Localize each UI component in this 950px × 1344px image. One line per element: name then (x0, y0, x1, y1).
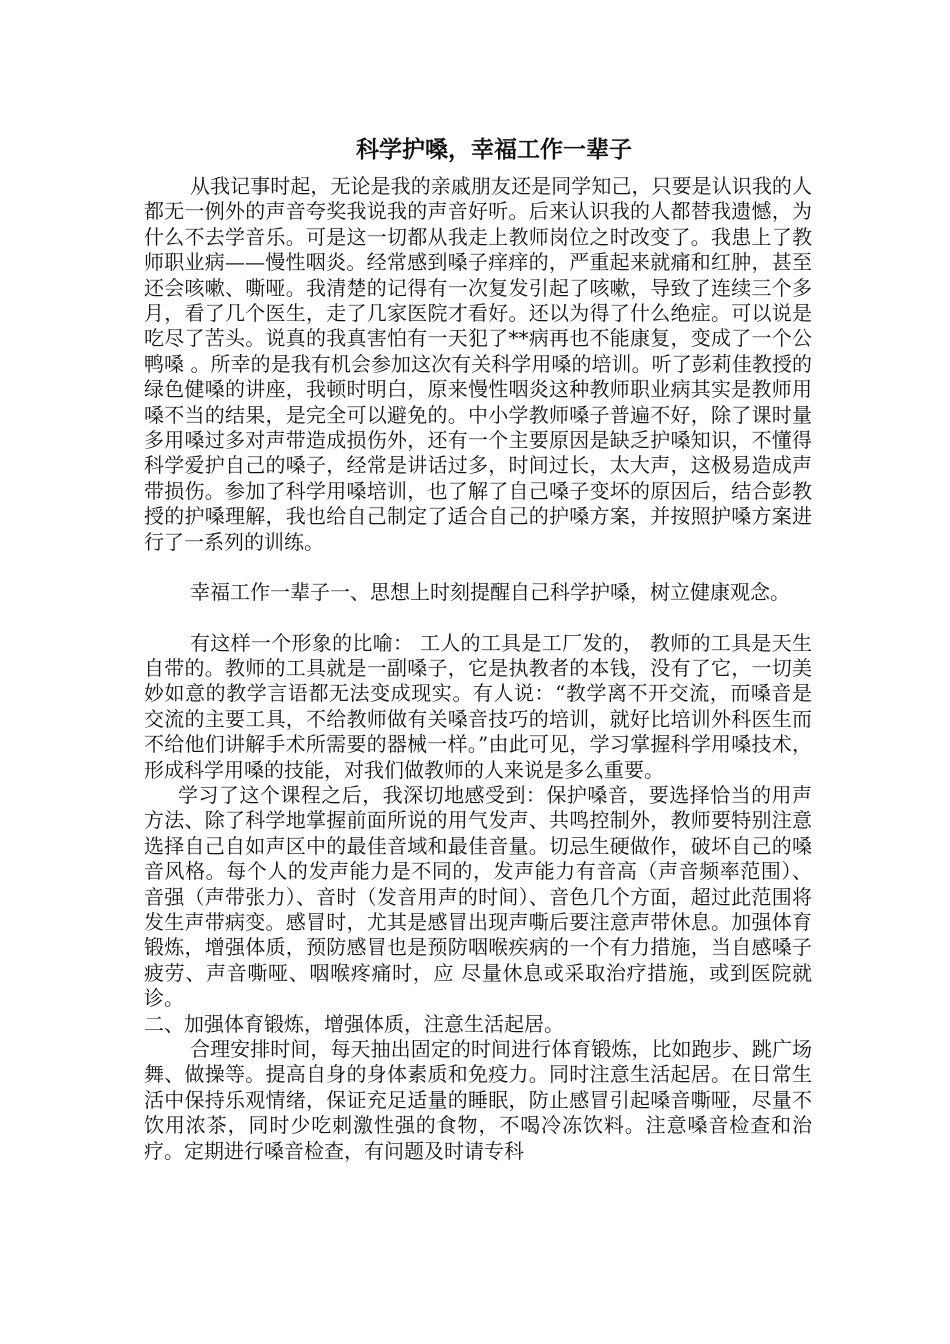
paragraph-section-one-heading: 幸福工作一辈子一、思想上时刻提醒自己科学护嗓，树立健康观念。 (190, 580, 790, 605)
paragraph-intro: 从我记事时起，无论是我的亲戚朋友还是同学知己，只要是认识我的人都无一例外的声音夸奖我说我的声音好听。后来认识我的人都替我遗憾，为什么不去学音乐。可是这一切都从我走上教师岗位之时改变了。我患上了教师职业病——慢性咽炎。经常感到嗓子痒痒的，严重起来就痛和红肿，甚至还会咳嗽、嘶哑。我清楚的记得有一次复发引起了咳嗽，导致了连续三个多月，看了几个医生，走了几家医院才看好。还以为得了什么绝症。可以说是吃尽了苦头。说真的我真害怕有一天犯了**病再也不能康复，变成了一个公鸭嗓 。所幸的是我有机会参加这次有关科学用嗓的培训。听了彭莉佳教授的绿色健嗓的讲座，我顿时明白，原来慢性咽炎这种教师职业病其实是教师用嗓不当的结果，是完全可以避免的。中小学教师嗓子普遍不好，除了课时量多用嗓过多对声带造成损伤外，还有一个主要原因是缺乏护嗓知识，不懂得科学爱护自己的嗓子，经常是讲话过多，时间过长，太大声，这极易造成声带损伤。参加了科学用嗓培训，也了解了自己嗓子变坏的原因后，结合彭教授的护嗓理解，我也给自己制定了适合自己的护嗓方案，并按照护嗓方案进行了一系列的训练。 (144, 174, 812, 554)
paragraph-metaphor: 有这样一个形象的比喻： 工人的工具是工厂发的， 教师的工具是天生自带的。教师的工具就是一副嗓子，它是执教者的本钱，没有了它，一切美妙如意的教学言语都无法变成现实。有人说：“教学离不开交流，而嗓音是交流的主要工具，不给教师做有关嗓音技巧的培训，就好比培训外科医生而不给他们讲解手术所需要的器械一样。”由此可见，学习掌握科学用嗓技术，形成科学用嗓的技能，对我们做教师的人来说是多么重要。 (144, 630, 812, 782)
paragraph-exercise: 合理安排时间，每天抽出固定的时间进行体育锻炼，比如跑步、跳广场舞、做操等。提高自身的身体素质和免疫力。同时注意生活起居。在日常生活中保持乐观情绪，保证充足适量的睡眠，防止感冒引起嗓音嘶哑，尽量不饮用浓茶，同时少吃刺激性强的食物，不喝冷冻饮料。注意嗓音检查和治疗。定期进行嗓音检查，有问题及时请专科 (144, 1037, 812, 1163)
document-title: 科学护嗓，幸福工作一辈子 (356, 136, 632, 163)
document-page (144, 130, 812, 1164)
section-two-heading: 二、加强体育锻炼，增强体质，注意生活起居。 (144, 1011, 564, 1036)
paragraph-course-reflection: 学习了这个课程之后，我深切地感受到：保护嗓音，要选择恰当的用声方法、除了科学地掌握前面所说的用气发声、共鸣控制外，教师要特别注意选择自己自如声区中的最佳音域和最佳音量。切忌生硬做作，破坏自己的嗓音风格。每个人的发声能力是不同的，发声能力有音高（声音频率范围）、音强（声带张力）、音时（发音用声的时间）、音色几个方面，超过此范围将发生声带病变。感冒时，尤其是感冒出现声嘶后要注意声带休息。加强体育锻炼，增强体质，预防感冒也是预防咽喉疾病的一个有力措施，当自感嗓子疲劳、声音嘶哑、咽喉疼痛时，应 尽量休息或采取治疗措施，或到医院就诊。 (144, 782, 812, 1011)
